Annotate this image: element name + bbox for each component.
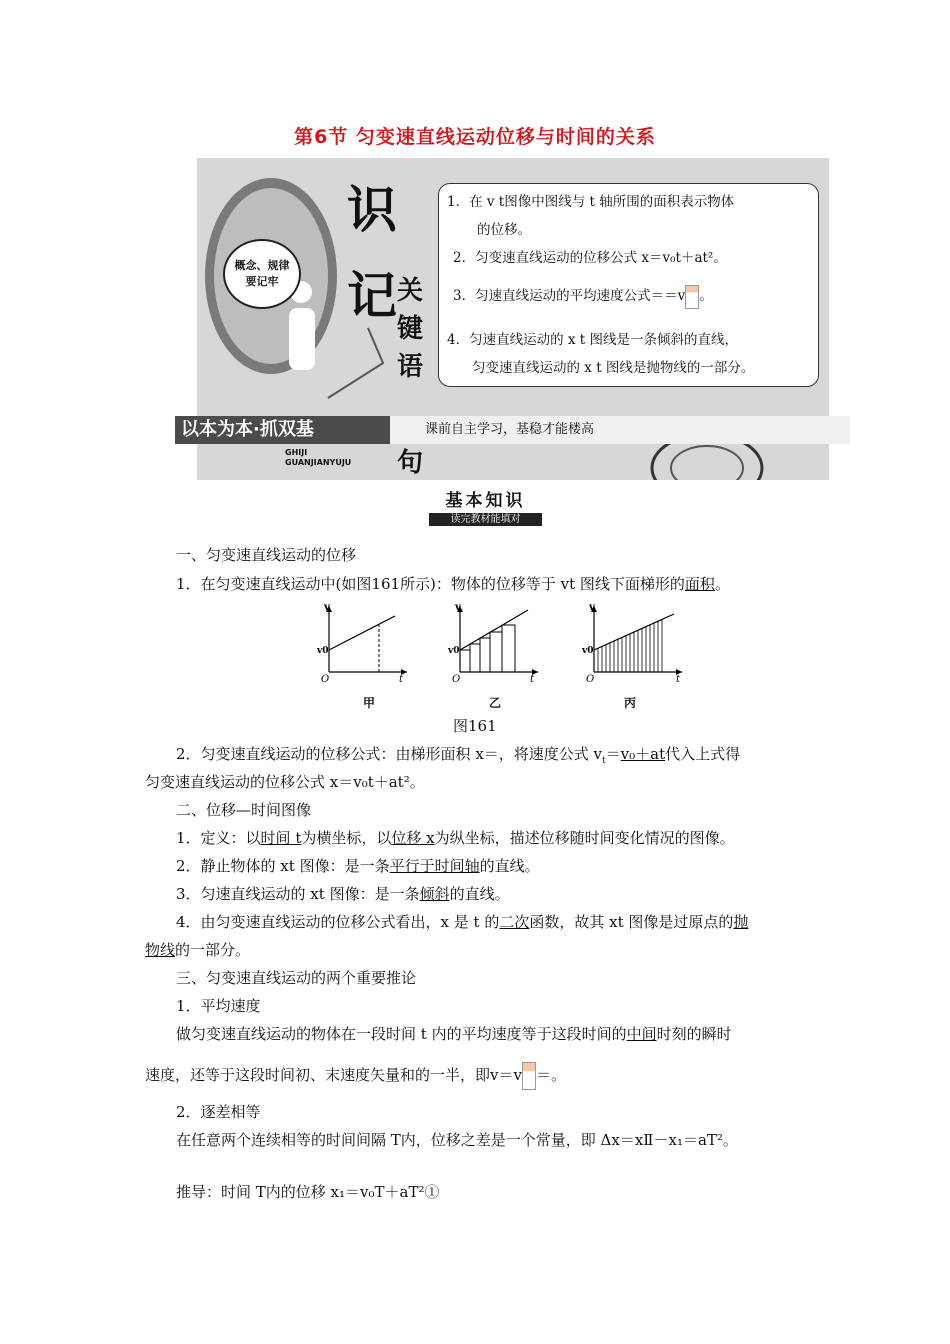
side-char-3: 语 bbox=[397, 352, 424, 382]
side-char-2: 键 bbox=[397, 314, 424, 344]
section-subtitle: 读完教材能填对 bbox=[429, 513, 542, 526]
paragraph-q3: 3．匀速直线运动的 xt 图像：是一条倾斜的直线。 bbox=[176, 885, 510, 903]
paragraph-1: 1．在匀变速直线运动中(如图161所示)：物体的位移等于 vt 图线下面梯形的面积。 bbox=[176, 575, 730, 593]
small-logo-1: GHIJI bbox=[285, 448, 308, 457]
bubble-line-2: 要记牢 bbox=[245, 275, 279, 288]
concept-bubble bbox=[223, 239, 301, 309]
key-point-4: 4．匀速直线运动的 x t 图线是一条倾斜的直线， bbox=[447, 332, 739, 348]
axis-v-label: v bbox=[324, 602, 330, 613]
heading-3: 三、匀变速直线运动的两个重要推论 bbox=[176, 969, 417, 987]
bubble-line-1: 概念、规律 bbox=[234, 259, 290, 272]
svg-text:t: t bbox=[676, 674, 681, 684]
figure-yi bbox=[448, 602, 548, 684]
figure-caption: 图161 bbox=[453, 717, 497, 735]
paragraph-r6: 推导：时间 T内的位移 x₁＝v₀T＋aT²① bbox=[176, 1183, 440, 1201]
svg-text:O: O bbox=[452, 674, 461, 684]
big-char-shi: 识 bbox=[347, 181, 397, 239]
key-point-1b: 的位移。 bbox=[477, 222, 531, 238]
figure-bing bbox=[582, 602, 692, 684]
svg-text:O: O bbox=[586, 674, 595, 684]
paragraph-q4b: 物线的一部分。 bbox=[145, 941, 251, 959]
figure-label-bing: 丙 bbox=[624, 696, 637, 710]
paragraph-r1: 1．平均速度 bbox=[176, 997, 261, 1015]
key-point-2: 2．匀变速直线运动的位移公式 x＝v₀t＋at²。 bbox=[453, 250, 727, 266]
page-title: 第6节 匀变速直线运动位移与时间的关系 bbox=[294, 126, 656, 148]
side-char-4: 句 bbox=[397, 448, 424, 478]
svg-text:v: v bbox=[455, 602, 461, 613]
section-header bbox=[423, 489, 548, 529]
paragraph-r5: 在任意两个连续相等的时间间隔 T内，位移之差是一个常量，即 Δx＝xⅡ－x₁＝aT²。 bbox=[176, 1131, 738, 1149]
paragraph-r3: 速度，还等于这段时间初、末速度矢量和的一半，即v＝v ＝。 bbox=[145, 1062, 566, 1090]
svg-text:v0: v0 bbox=[582, 646, 594, 656]
svg-text:v: v bbox=[589, 602, 595, 613]
key-point-1: 1．在 v t图像中图线与 t 轴所围的面积表示物体 bbox=[447, 194, 735, 210]
figure-label-yi: 乙 bbox=[489, 696, 502, 710]
band-label: 以本为本·抓双基 bbox=[175, 416, 390, 444]
small-logo-2: GUANJIANYUJU bbox=[285, 458, 352, 467]
svg-text:t: t bbox=[530, 674, 535, 684]
heading-2: 二、位移—时间图像 bbox=[176, 801, 312, 819]
axis-v0-label: v0 bbox=[317, 646, 329, 656]
paragraph-r4: 2．逐差相等 bbox=[176, 1103, 261, 1121]
band-subtitle: 课前自主学习，基稳才能楼高 bbox=[425, 422, 595, 437]
big-char-ji: 记 bbox=[347, 267, 397, 325]
paragraph-2b: 匀变速直线运动的位移公式 x＝v₀t＋at²。 bbox=[145, 773, 425, 791]
paragraph-2a: 2．匀变速直线运动的位移公式：由梯形面积 x＝，将速度公式 $v_t=v_0+at$代入上式得 bbox=[176, 745, 741, 766]
paragraph-r2: 做匀变速直线运动的物体在一段时间 t 内的平均速度等于这段时间的中间时刻的瞬时 bbox=[176, 1025, 732, 1043]
figure-label-jia: 甲 bbox=[363, 696, 376, 710]
paragraph-q1: 1．定义：以时间 t为横坐标，以位移 x为纵坐标，描述位移随时间变化情况的图像。 bbox=[176, 829, 735, 847]
key-points-box bbox=[438, 183, 819, 387]
key-point-3: 3．匀速直线运动的平均速度公式＝＝v 。 bbox=[453, 284, 713, 309]
fraction-image bbox=[685, 285, 699, 309]
heading-1: 一、匀变速直线运动的位移 bbox=[176, 546, 357, 564]
axis-t-label: t bbox=[399, 674, 404, 684]
side-char-1: 关 bbox=[397, 276, 424, 306]
section-title: 基本知识 bbox=[445, 491, 526, 511]
paragraph-q4: 4．由匀变速直线运动的位移公式看出，x 是 t 的二次函数，故其 xt 图像是过原点的抛 bbox=[176, 913, 749, 931]
fraction-image-2 bbox=[522, 1062, 536, 1090]
key-point-4b: 匀变速直线运动的 x t 图线是抛物线的一部分。 bbox=[472, 360, 755, 376]
origin-label: O bbox=[321, 674, 330, 684]
paragraph-q2: 2．静止物体的 xt 图像：是一条平行于时间轴的直线。 bbox=[176, 857, 540, 875]
svg-text:v0: v0 bbox=[448, 646, 460, 656]
figure-jia bbox=[315, 602, 415, 684]
